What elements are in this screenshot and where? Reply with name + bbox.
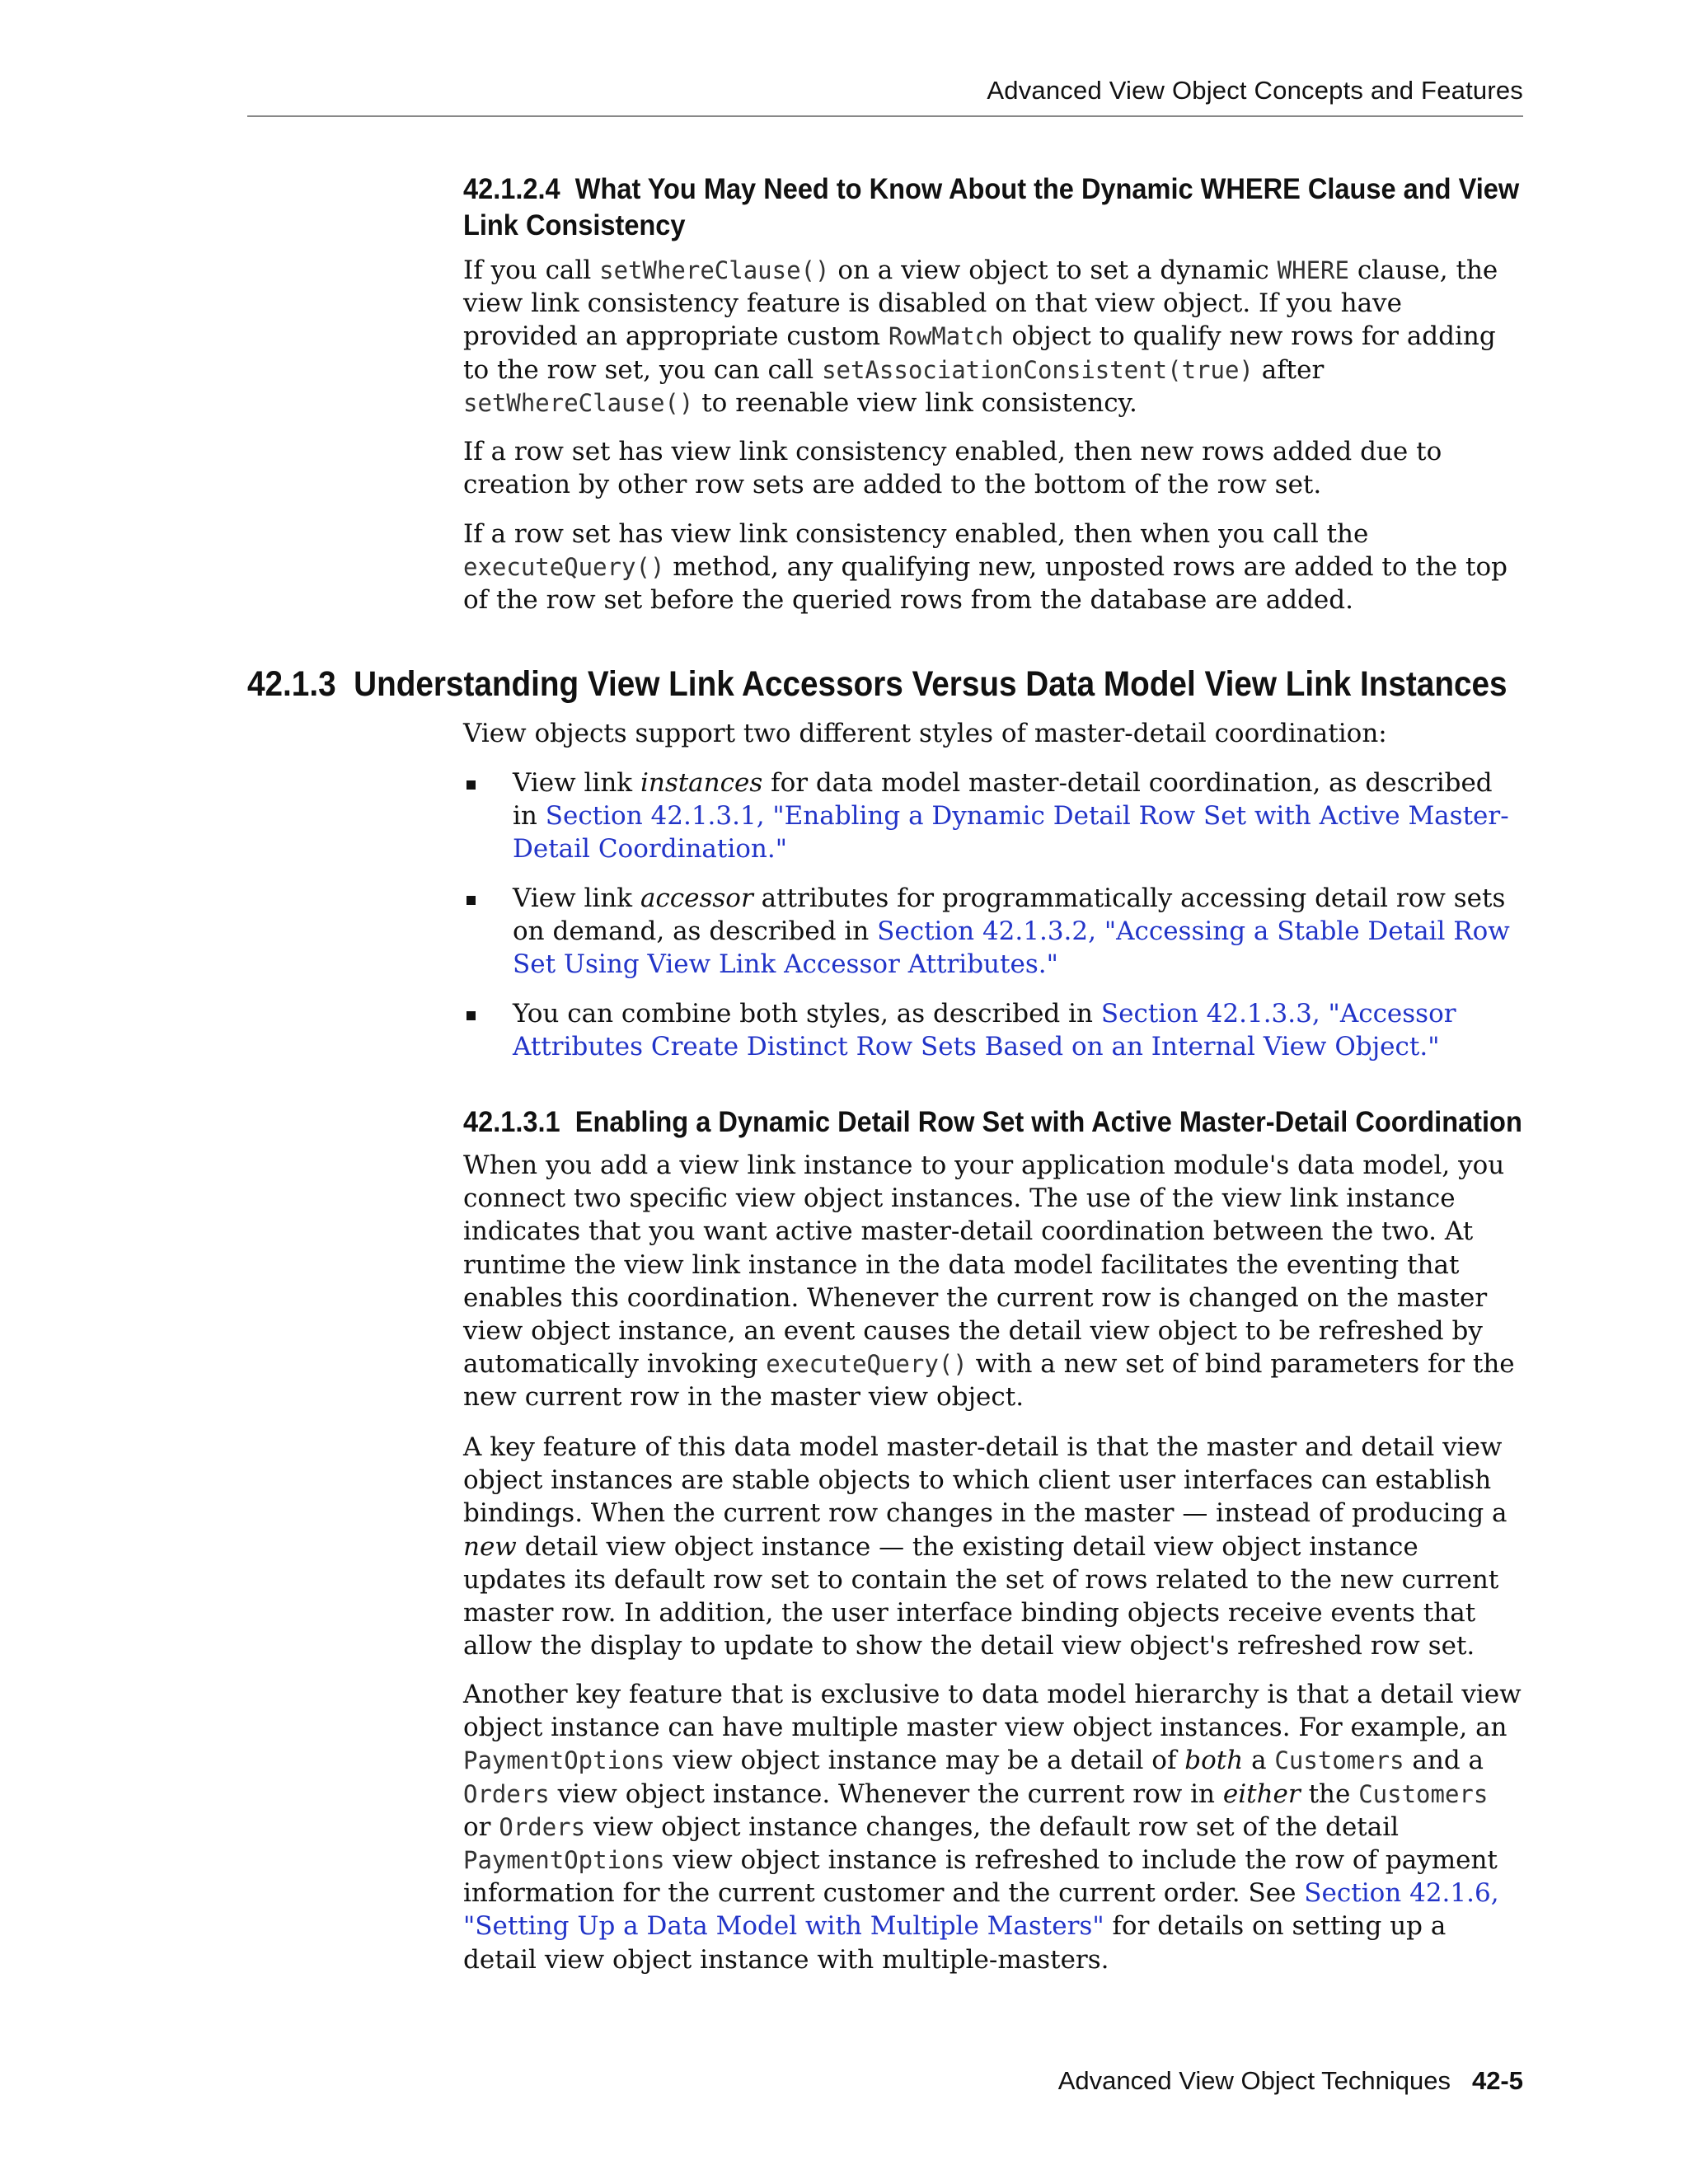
text-run: attributes for programmatically accessing detail row sets on demand, as described in: [513, 883, 1506, 947]
text-run: to reenable view link consistency.: [693, 387, 1137, 418]
section-title: Understanding View Link Accessors Versus Data Model View Link Instances: [354, 664, 1507, 704]
emphasis: accessor: [640, 883, 753, 913]
running-footer: [247, 2066, 1523, 2096]
header-rule: [247, 115, 1523, 117]
text-run: clause, the view link consistency feature is disabled on that view object. If you have provided an appropriate custom: [463, 255, 1498, 352]
text-run: View link: [513, 883, 640, 913]
bullet-marker: [467, 896, 476, 905]
section-heading: [247, 663, 1507, 705]
subsection-42-1-2-4: [463, 171, 1523, 244]
text-run: View link: [513, 768, 640, 798]
link-section-42-1-3-3[interactable]: Section 42.1.3.3, "Accessor Attributes Create Distinct Row Sets Based on an Internal View Object.": [513, 999, 1456, 1062]
text-run: and a: [1404, 1746, 1484, 1776]
text-run: for details on setting up a detail view object instance with multiple-masters.: [463, 1911, 1447, 1975]
bullet-marker: [467, 780, 476, 790]
text-run: view object instance changes, the default row set of the detail: [585, 1811, 1400, 1842]
paragraph: View objects support two different styles of master-detail coordination:: [463, 719, 1387, 748]
text-run: object to qualify new rows for adding to the row set, you can call: [463, 321, 1496, 385]
text-run: view object instance may be a detail of: [664, 1746, 1185, 1776]
code-run: Customers: [1358, 1779, 1489, 1808]
text-run: view object instance is refreshed to include the row of payment information for the current customer and the current order. See: [463, 1845, 1498, 1909]
paragraph: [463, 1678, 1523, 1976]
text-run: the: [1300, 1779, 1359, 1809]
text-run: You can combine both styles, as described in: [513, 999, 1101, 1029]
code-run: PaymentOptions: [463, 1846, 665, 1875]
text-run: for data model master-detail coordination, as described in: [513, 768, 1493, 832]
subsection-heading: [463, 171, 1520, 208]
link-section-42-1-6[interactable]: Section 42.1.6, "Setting Up a Data Model with Multiple Masters": [463, 1878, 1499, 1942]
subsection-heading: [463, 1104, 1522, 1141]
link-section-42-1-3-1[interactable]: Section 42.1.3.1, "Enabling a Dynamic Detail Row Set with Active Master-Detail Coordination.": [513, 801, 1509, 865]
text-run: view object instance. Whenever the current row in: [549, 1779, 1223, 1809]
code-run: setWhereClause(): [463, 388, 694, 417]
subsection-title: Enabling a Dynamic Detail Row Set with Active Master-Detail Coordination: [574, 1106, 1522, 1138]
page-number: 42-5: [1471, 2066, 1523, 2095]
subsection-title-line2: Link Consistency: [463, 209, 686, 241]
subsection-42-1-3-1: [463, 1104, 1523, 1141]
text-run: a: [1243, 1746, 1275, 1776]
bullet-marker: [467, 1011, 476, 1020]
text-run: A key feature of this data model master-detail is that the master and detail view object instances are stable objects to which client user interfaces can establish bindings. When the current row changes in the master — instead of producing a: [463, 1432, 1507, 1529]
code-run: executeQuery(): [463, 553, 665, 582]
text-run: or: [463, 1811, 499, 1842]
text-run: on a view object to set a dynamic: [829, 255, 1278, 285]
text-run: method, any qualifying new, unposted rows are added to the top of the row set before the queried rows from the database are added.: [463, 552, 1507, 616]
paragraph: If a row set has view link consistency enabled, then new rows added due to creation by other row sets are added to the bottom of the row set.: [463, 437, 1442, 500]
text-run: after: [1253, 354, 1325, 385]
subsection-number: 42.1.2.4: [463, 173, 560, 205]
text-run: detail view object instance — the existing detail view object instance updates its default row set to contain the set of rows related to the new current master row. In addition, the user interface binding objects receive events that allow the display to update to show the detail view object's refreshed row set.: [463, 1531, 1499, 1661]
list-item: [463, 882, 1523, 982]
footer-title: Advanced View Object Techniques: [1057, 2066, 1451, 2095]
subsection-number: 42.1.3.1: [463, 1106, 560, 1138]
running-header: Advanced View Object Concepts and Features: [987, 76, 1523, 105]
emphasis: both: [1184, 1746, 1244, 1776]
paragraph: [463, 1149, 1523, 1414]
code-run: PaymentOptions: [463, 1746, 665, 1775]
text-run: If a row set has view link consistency enabled, then when you call the: [463, 519, 1369, 549]
emphasis: either: [1222, 1779, 1301, 1809]
paragraph: [463, 518, 1523, 617]
emphasis: new: [463, 1531, 517, 1562]
subsection-title-line1: What You May Need to Know About the Dynamic WHERE Clause and View: [574, 173, 1520, 205]
paragraph: [463, 254, 1523, 419]
code-run: Orders: [463, 1779, 550, 1808]
code-run: RowMatch: [888, 322, 1004, 351]
emphasis: instances: [640, 768, 763, 798]
code-run: setWhereClause(): [599, 256, 830, 284]
code-run: Orders: [499, 1812, 586, 1841]
text-run: with a new set of bind parameters for the new current row in the master view object.: [463, 1349, 1515, 1413]
code-run: executeQuery(): [766, 1350, 968, 1379]
code-run: setAssociationConsistent(true): [822, 355, 1254, 384]
link-section-42-1-3-2[interactable]: Section 42.1.3.2, "Accessing a Stable Detail Row Set Using View Link Accessor Attributes.": [513, 916, 1510, 980]
paragraph: [463, 1431, 1523, 1662]
section-42-1-3: [247, 663, 1533, 705]
list-item: [463, 997, 1523, 1063]
code-run: WHERE: [1277, 256, 1349, 284]
text-run: Another key feature that is exclusive to data model hierarchy is that a detail view object instance can have multiple master view object instances. For example, an: [463, 1680, 1522, 1743]
section-number: 42.1.3: [247, 664, 336, 704]
code-run: Customers: [1274, 1746, 1404, 1775]
subsection-heading-line2: [463, 208, 1449, 244]
list-item: [463, 766, 1523, 866]
text-run: When you add a view link instance to your application module's data model, you connect two specific view object instances. The use of the view link instance indicates that you want active master-detail coordination between the two. At runtime the view link instance in the data model facilitates the eventing that enables this coordination. Whenever the current row is changed on the master view object instance, an event causes the detail view object to be refreshed by automatically invoking: [463, 1151, 1505, 1380]
text-run: If you call: [463, 255, 600, 285]
